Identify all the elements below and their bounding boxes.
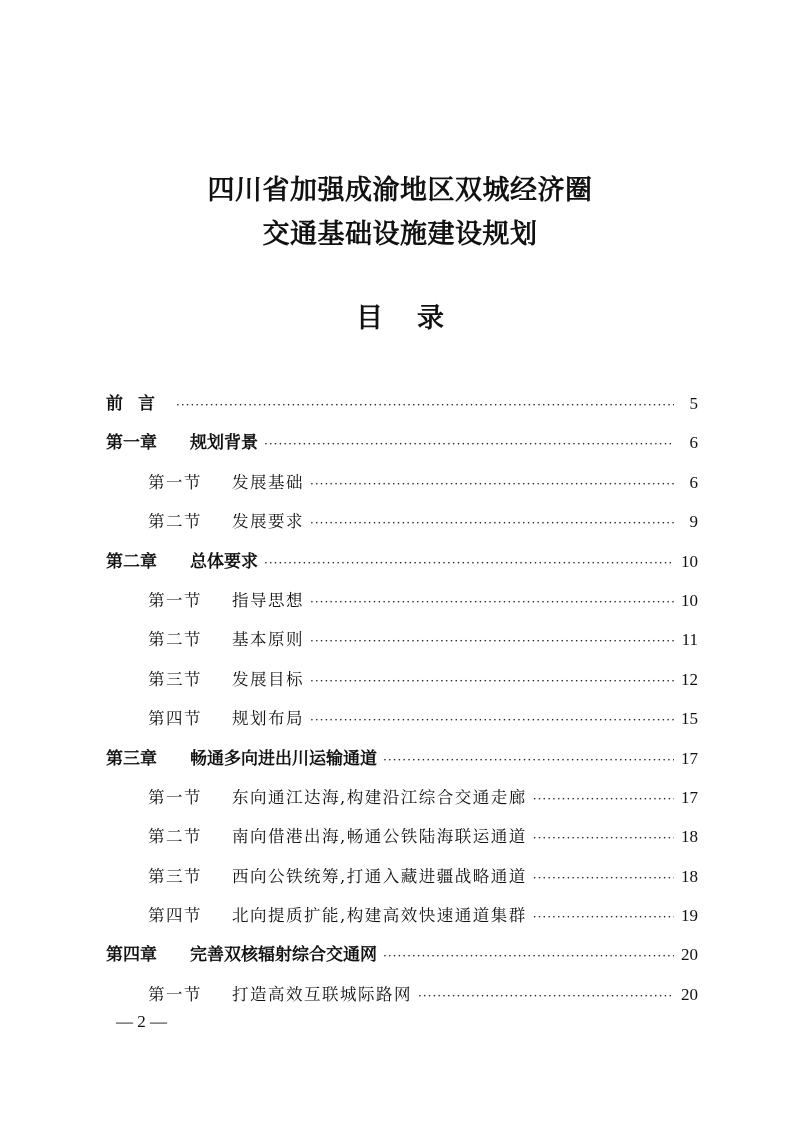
document-title-line-2: 交通基础设施建设规划	[262, 219, 538, 250]
toc-entry-chapter[interactable]	[106, 423, 698, 462]
toc-entry-section[interactable]	[106, 778, 698, 817]
toc-entry-page: 10	[681, 590, 698, 610]
toc-entry-section[interactable]	[106, 463, 698, 502]
toc-entry-page: 18	[681, 827, 698, 847]
toc-entry-chapter[interactable]	[106, 935, 698, 974]
toc-leader-dots	[264, 425, 674, 464]
toc-entry-title: 西向公铁统筹,打通入藏进疆战略通道	[232, 866, 527, 886]
toc-entry-page: 15	[681, 709, 698, 729]
toc-leader-dots	[310, 662, 674, 701]
toc-entry-page: 6	[689, 433, 698, 453]
toc-leader-dots	[418, 977, 674, 1016]
toc-leader-dots	[310, 701, 674, 740]
toc-entry-section[interactable]	[106, 502, 698, 541]
toc-leader-dots	[310, 504, 674, 543]
toc-entry-section[interactable]	[106, 581, 698, 620]
toc-entry-number: 第二章	[106, 551, 157, 572]
toc-entry-section[interactable]	[106, 699, 698, 738]
toc-leader-dots	[533, 819, 674, 858]
toc-entry-number: 第一章	[106, 433, 157, 454]
toc-entry-chapter[interactable]	[106, 542, 698, 581]
toc-entry-title: 发展基础	[232, 472, 304, 492]
toc-entry-number: 前言	[106, 394, 170, 414]
toc-entry-number: 第一节	[148, 787, 202, 807]
document-title-line-1: 四川省加强成渝地区双城经济圈	[207, 175, 593, 206]
toc-entry-section[interactable]	[106, 620, 698, 659]
toc-entry-page: 18	[681, 866, 698, 886]
toc-leader-dots	[383, 741, 674, 780]
toc-entry-page: 10	[681, 551, 698, 571]
toc-entry-page: 6	[689, 472, 698, 492]
toc-entry-number: 第四节	[148, 906, 202, 926]
toc-entry-title: 打造高效互联城际路网	[232, 984, 412, 1004]
toc-entry-number: 第四节	[148, 709, 202, 729]
toc-entry-section[interactable]	[106, 896, 698, 935]
toc-entry-page: 17	[681, 748, 698, 768]
toc-entry-number: 第二节	[148, 827, 202, 847]
toc-entry-number: 第四章	[106, 945, 157, 966]
toc-entry-page: 17	[681, 787, 698, 807]
toc-entry-section[interactable]	[106, 817, 698, 856]
toc-leader-dots	[264, 544, 674, 583]
toc-entry-title: 基本原则	[232, 630, 304, 650]
toc-entry-page: 19	[681, 906, 698, 926]
toc-leader-dots	[533, 898, 674, 937]
toc-leader-dots	[533, 859, 674, 898]
toc-entry-title: 完善双核辐射综合交通网	[190, 945, 377, 966]
toc-entry-title: 规划背景	[190, 433, 258, 454]
toc-entry-number: 第一节	[148, 590, 202, 610]
toc-entry-page: 20	[681, 984, 698, 1004]
toc-entry-section[interactable]	[106, 857, 698, 896]
toc-entry-number: 第二节	[148, 630, 202, 650]
toc-entry-title: 北向提质扩能,构建高效快速通道集群	[232, 906, 527, 926]
toc-entry-title: 发展目标	[232, 669, 304, 689]
toc-entry-title: 规划布局	[232, 709, 304, 729]
toc-entry-title: 东向通江达海,构建沿江综合交通走廊	[232, 787, 527, 807]
table-of-contents	[106, 384, 698, 1014]
toc-entry-preface[interactable]	[106, 384, 698, 423]
toc-entry-number: 第三节	[148, 866, 202, 886]
toc-entry-section[interactable]	[106, 975, 698, 1014]
toc-leader-dots	[310, 622, 674, 661]
page-number: — 2 —	[116, 1012, 167, 1031]
toc-entry-page: 5	[689, 394, 698, 413]
toc-leader-dots	[310, 583, 674, 622]
toc-entry-title: 畅通多向进出川运输通道	[190, 748, 377, 769]
toc-entry-number: 第三章	[106, 748, 157, 769]
toc-heading: 目录	[356, 303, 478, 334]
toc-entry-section[interactable]	[106, 660, 698, 699]
toc-leader-dots	[310, 465, 674, 504]
toc-entry-title: 指导思想	[232, 590, 304, 610]
toc-entry-page: 11	[681, 630, 698, 650]
toc-entry-number: 第一节	[148, 472, 202, 492]
toc-entry-page: 12	[681, 669, 698, 689]
toc-entry-title: 南向借港出海,畅通公铁陆海联运通道	[232, 827, 527, 847]
toc-entry-chapter[interactable]	[106, 739, 698, 778]
toc-entry-page: 20	[681, 945, 698, 965]
toc-entry-title: 总体要求	[190, 551, 258, 572]
toc-leader-dots	[176, 386, 674, 425]
toc-leader-dots	[533, 780, 674, 819]
toc-leader-dots	[383, 937, 674, 976]
toc-entry-number: 第三节	[148, 669, 202, 689]
toc-entry-title: 发展要求	[232, 512, 304, 532]
toc-entry-number: 第二节	[148, 512, 202, 532]
toc-entry-page: 9	[689, 512, 698, 532]
toc-entry-number: 第一节	[148, 984, 202, 1004]
